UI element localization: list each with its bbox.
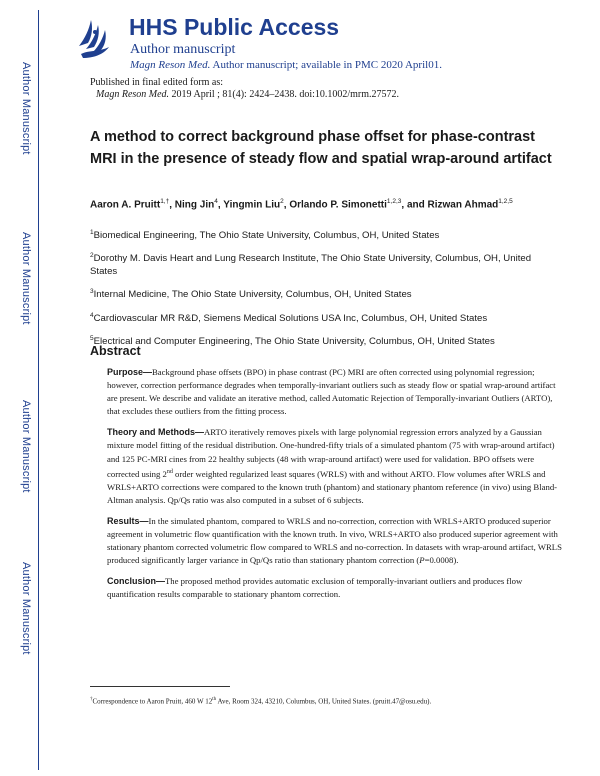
author-list (90, 195, 560, 212)
purpose-text: Background phase offsets (BPO) in phase contrast (PC) MRI are often corrected using polynomial regression; however, correction performance degrades when temporally-invariant outliers such as steady flow or spatial wrap-around artifact are present. We describe and validate an iterative method, called Automatic Rejection of Temporally-invariant Outliers (ARTO), that excludes these outliers from the fitting process. (107, 367, 556, 417)
abstract-heading: Abstract (90, 344, 141, 358)
affiliation (90, 309, 560, 325)
conclusion-label: Conclusion— (107, 576, 165, 587)
affiliation-number: 1 (90, 229, 94, 236)
author-name: Orlando P. Simonetti (289, 199, 387, 211)
abstract-theory-methods (107, 426, 562, 506)
author-name: Rizwan Ahmad (427, 199, 499, 211)
abstract-conclusion (107, 575, 562, 601)
conclusion-text: The proposed method provides automatic exclusion of temporally-invariant outliers and produces flow quantification results comparable to stationary phantom correction. (107, 576, 523, 600)
article-title: A method to correct background phase offset for phase-contrast MRI in the presence of steady flow and spatial wrap-around artifact (90, 129, 552, 167)
author-separator: , (217, 199, 224, 211)
abstract-results (107, 515, 562, 567)
results-text-b: =0.0008). (424, 555, 459, 566)
citation-line (96, 89, 399, 100)
p-value-symbol: P (419, 555, 425, 566)
sidebar-divider (38, 10, 39, 770)
purpose-label: Purpose— (107, 367, 153, 377)
author-separator: , (283, 199, 290, 211)
sidebar-author-manuscript-label: Author Manuscript (20, 62, 32, 155)
author-affiliation-marker: 1,† (160, 198, 170, 205)
theory-text-a: ARTO iteratively removes pixels with large polynomial regression errors analyzed by a Gaussian mixture model fitting of the residual distribution. One-hundred-fifty trials of a simulated phantom (75 with wrap-around artifact) and 125 PC-MRI cines from 22 healthy subjects (48 with wrap-around artifact) were used for validation. BPO offsets were corrected using 2 (107, 427, 555, 479)
hhs-eagle-logo-icon (75, 16, 115, 62)
affiliation-text: Biomedical Engineering, The Ohio State University, Columbus, OH, United States (93, 230, 440, 242)
affiliation-list (90, 226, 560, 355)
affiliation-text: Dorothy M. Davis Heart and Lung Research Institute, The Ohio State University, Columbus, OH, United States (90, 253, 532, 278)
author-manuscript-label: Author manuscript (130, 42, 236, 57)
citation-details: 2019 April ; 81(4): 2424–2438. doi:10.1002/mrm.27572. (171, 89, 400, 100)
footnote-sup: th (212, 697, 217, 702)
author-affiliation-marker: 1,2,3 (386, 198, 402, 205)
author-name: Yingmin Liu (223, 199, 281, 211)
hhs-header (75, 14, 575, 74)
theory-methods-label: Theory and Methods— (107, 427, 205, 438)
availability-line (130, 59, 442, 71)
affiliation-text: Internal Medicine, The Ohio State University, Columbus, OH, United States (93, 289, 412, 301)
affiliation-number: 4 (90, 311, 94, 319)
affiliation-text: Cardiovascular MR R&D, Siemens Medical Solutions USA Inc, Columbus, OH, United States (93, 312, 488, 324)
affiliation-number: 5 (90, 334, 94, 342)
correspondence-footnote (90, 697, 570, 705)
sidebar-author-manuscript-label: Author Manuscript (20, 400, 32, 493)
author-separator: , and (401, 199, 428, 211)
author-affiliation-marker: 1,2,5 (498, 198, 513, 205)
availability-text: Author manuscript; available in PMC 2020 April01. (212, 59, 442, 71)
sidebar-author-manuscript-label: Author Manuscript (20, 562, 32, 655)
affiliation-text: Electrical and Computer Engineering, The Ohio State University, Columbus, OH, United States (93, 335, 495, 347)
results-text-a: In the simulated phantom, compared to WRLS and no-correction, correction with WRLS+ARTO produced superior agreement in volumetric flow quantification with the known truth. In vivo, WRLS+ARTO also produced superior agreement with stationary phantom corrected volumetric flow compared to WRLS and no-correction. In datasets with wrap-around artifact, WRLS produced significantly larger variance in Qp/Qs ratio than stationary phantom correction ( (107, 515, 562, 566)
affiliation (90, 226, 560, 242)
theory-text-b: order weighted regularized least squares (WRLS) with and without ARTO. Flow volumes after WRLS and WRLS+ARTO corrections were compared to the known truth (phantom) and stationary phantom reference (in vivo) using Bland-Altman analysis. Qp/Qs ratio was also computed in a subset of 6 subjects. (107, 468, 558, 505)
footnote-mark: † (90, 697, 93, 702)
footnote-rule (90, 686, 230, 687)
citation-journal: Magn Reson Med. (96, 89, 170, 100)
abstract-purpose (107, 366, 562, 418)
footnote-text-a: Correspondence to Aaron Pruitt, 460 W 12 (92, 697, 213, 706)
hhs-title: HHS Public Access (129, 14, 340, 40)
author-affiliation-marker: 2 (280, 198, 284, 205)
sidebar-author-manuscript-label: Author Manuscript (20, 232, 32, 325)
author-separator: , (169, 199, 175, 211)
author-name: Ning Jin (174, 199, 215, 211)
affiliation (90, 332, 560, 348)
left-sidebar (0, 0, 40, 776)
ordinal-sup: nd (166, 468, 173, 475)
footnote-text-b: Ave, Room 324, 43210, Columbus, OH, United States. (pruitt.47@osu.edu). (216, 697, 432, 706)
abstract-body (107, 366, 562, 609)
affiliation-number: 3 (90, 288, 94, 296)
affiliation (90, 285, 560, 301)
journal-name: Magn Reson Med. (130, 59, 211, 71)
affiliation (90, 249, 560, 278)
results-label: Results— (107, 515, 149, 526)
author-affiliation-marker: 4 (214, 198, 218, 205)
published-in-label: Published in final edited form as: (90, 77, 224, 88)
affiliation-number: 2 (90, 252, 94, 260)
author-name: Aaron A. Pruitt (90, 199, 161, 211)
